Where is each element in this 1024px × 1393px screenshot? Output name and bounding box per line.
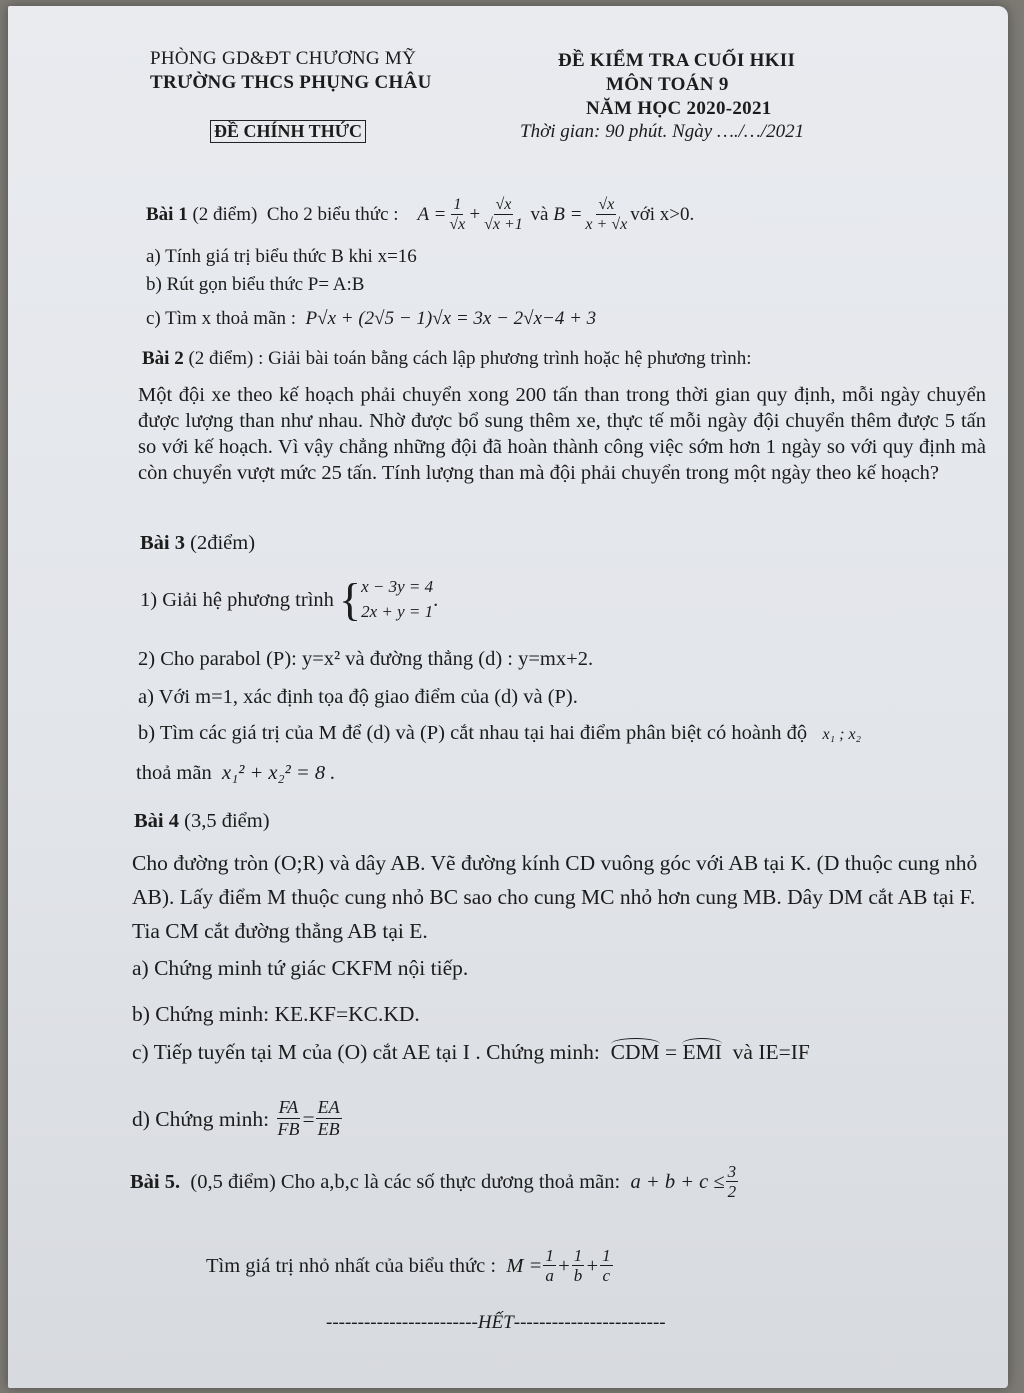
ratio-ea-eb [316,1097,342,1140]
bai5-text: (0,5 điểm) Cho a,b,c là các số thực dương thoả mãn: [190,1170,621,1193]
bai3-part2b-equation: x₁² + x₂² = 8 . [221,762,336,784]
ratio-eb: EB [317,1119,340,1140]
system-brace: { [339,574,362,625]
bai1-points: (2 điểm) [192,204,258,225]
system-eq2: 2x + y = 1 [361,602,434,621]
bai4-part-d-text: d) Chứng minh: [132,1106,270,1131]
plus-sign: + [468,204,482,225]
frac1-num: 1 [451,196,463,215]
equation-system [361,575,433,624]
bai5-heading [130,1156,739,1208]
ratio-fa-fb [275,1097,301,1140]
bai1-part-a: a) Tính giá trị biểu thức B khi x=16 [146,246,417,267]
angle-cdm: CDM [610,1040,660,1064]
bai3-part2b [138,722,861,745]
bai1-heading [146,190,694,240]
bai4-heading [134,810,270,833]
bai3-part2b-text: b) Tìm các giá trị của M để (d) và (P) cắt nhau tại hai điểm phân biệt có hoành độ [138,722,808,744]
frac-1-c [600,1246,613,1287]
frac-1-c-den: c [602,1266,611,1286]
frac1-den: √x [449,216,466,234]
bai1-part-c-text: c) Tìm x thoả mãn : [146,308,297,329]
and-word: và [530,204,549,225]
frac2-den: √x +1 [484,216,523,234]
bai4-part-d [132,1088,343,1150]
bai3-part1-text: 1) Giải hệ phương trình [140,588,334,611]
frac-1-a [543,1246,556,1287]
bai1-part-c-equation: P√x + (2√5 − 1)√x = 3x − 2√x−4 + 3 [305,308,597,329]
bai3-part1 [140,568,438,632]
official-stamp: ĐỀ CHÍNH THỨC [210,120,366,143]
bai2-label: Bài 2 [142,348,184,369]
frac-b-den: x + √x [585,216,628,234]
frac-1-b-den: b [573,1266,583,1286]
bai3-part2a: a) Với m=1, xác định tọa độ giao điểm của (d) và (P). [138,686,578,708]
exam-time: Thời gian: 90 phút. Ngày …./…/2021 [520,121,805,142]
bai3-part2b-vars: x₁ ; x₂ [822,726,862,743]
footer-dashes-right: ------------------------ [513,1312,666,1333]
bai3-part2b-cont-text: thoả mãn [136,762,212,784]
school-name: TRƯỜNG THCS PHỤNG CHÂU [150,72,432,93]
expr-m-lhs: M = [506,1254,543,1277]
bai3-points: (2điểm) [190,532,256,554]
condition: với x>0. [630,204,695,225]
bai4-part-a: a) Chứng minh tứ giác CKFM nội tiếp. [132,956,469,980]
frac-1-a-den: a [545,1266,554,1286]
plus-1: + [556,1254,571,1277]
bai1-part-b: b) Rút gọn biểu thức P= A:B [146,274,365,295]
frac-1-b-num: 1 [573,1245,583,1265]
bai1-part-c [146,308,596,330]
bai5-find [206,1238,614,1294]
bai3-heading [140,532,255,555]
bai4-part-c [132,1040,810,1065]
equals-sign: = [664,1040,678,1064]
frac-1-b [572,1246,585,1287]
expr-a-lhs: A = [417,204,447,225]
bai4-part-b: b) Chứng minh: KE.KF=KC.KD. [132,1002,420,1026]
frac-three: 3 [727,1161,737,1181]
expr-a-frac1 [447,196,467,235]
system-period: . [433,588,439,611]
footer-het: HẾT [477,1312,514,1333]
three-halves [726,1162,739,1203]
footer-end [326,1312,666,1334]
bai3-label: Bài 3 [140,532,185,554]
bai1-label: Bài 1 [146,204,188,225]
angle-emi: EMI [682,1040,722,1064]
bai2-title: (2 điểm) : Giải bài toán bằng cách lập phương trình hoặc hệ phương trình: [188,348,752,369]
exam-subject: MÔN TOÁN 9 [606,74,729,95]
expr-a-frac2 [482,196,525,235]
frac-1-c-num: 1 [602,1245,611,1265]
frac-1-a-num: 1 [545,1245,554,1265]
frac-b-num: √x [596,196,616,215]
bai3-part2b-cont [136,762,335,785]
bai4-points: (3,5 điểm) [184,810,270,832]
bai4-label: Bài 4 [134,810,179,832]
ratio-equals: = [302,1106,315,1131]
bai1-intro: Cho 2 biểu thức : [266,204,399,225]
bai3-part2: 2) Cho parabol (P): y=x² và đường thẳng (d) : y=mx+2. [138,648,594,670]
system-eq1: x − 3y = 4 [361,577,434,597]
bai4-part-c-rest: và IE=IF [732,1040,810,1064]
frac-two: 2 [727,1182,737,1202]
school-year: NĂM HỌC 2020-2021 [586,98,772,119]
ratio-fb: FB [277,1119,300,1140]
expr-b-lhs: B = [553,204,583,225]
bai2-heading [142,348,752,370]
bai4-part-c-text: c) Tiếp tuyến tại M của (O) cắt AE tại I . Chứng minh: [132,1040,600,1064]
exam-title: ĐỀ KIỂM TRA CUỐI HKII [558,50,796,71]
expr-b-frac [583,196,629,235]
plus-2: + [585,1254,600,1277]
bai5-label: Bài 5. [130,1170,181,1193]
bai2-body: Một đội xe theo kế hoạch phải chuyển xong 200 tấn than trong thời gian quy định, mỗi ngày chuyển được lượng than như nhau. Nhờ được bổ sung thêm xe, thực tế mỗi ngày đội chuyển thêm được 5 tấn so với kế hoạch. Vì vậy chẳng những đội đã hoàn thành công việc sớm hơn 1 ngày so với quy định mà còn chuyển vượt mức 25 tấn. Tính lượng than mà đội phải chuyển trong một ngày theo kế hoạch? [138,384,986,484]
frac2-num: √x [494,196,514,215]
ratio-ea: EA [317,1097,340,1118]
footer-dashes-left: ------------------------ [326,1312,478,1333]
bai5-condition: a + b + c ≤ [630,1170,725,1193]
bai4-body: Cho đường tròn (O;R) và dây AB. Vẽ đường kính CD vuông góc với AB tại K. (D thuộc cung nhỏ AB). Lấy điểm M thuộc cung nhỏ BC sao cho cung MC nhỏ hơn cung MB. Dây DM cắt AB tại F. Tia CM cắt đường thẳng AB tại E. [132,851,978,943]
bai5-find-text: Tìm giá trị nhỏ nhất của biểu thức : [206,1254,497,1277]
department-name: PHÒNG GD&ĐT CHƯƠNG MỸ [150,48,417,69]
ratio-fa: FA [278,1097,299,1118]
